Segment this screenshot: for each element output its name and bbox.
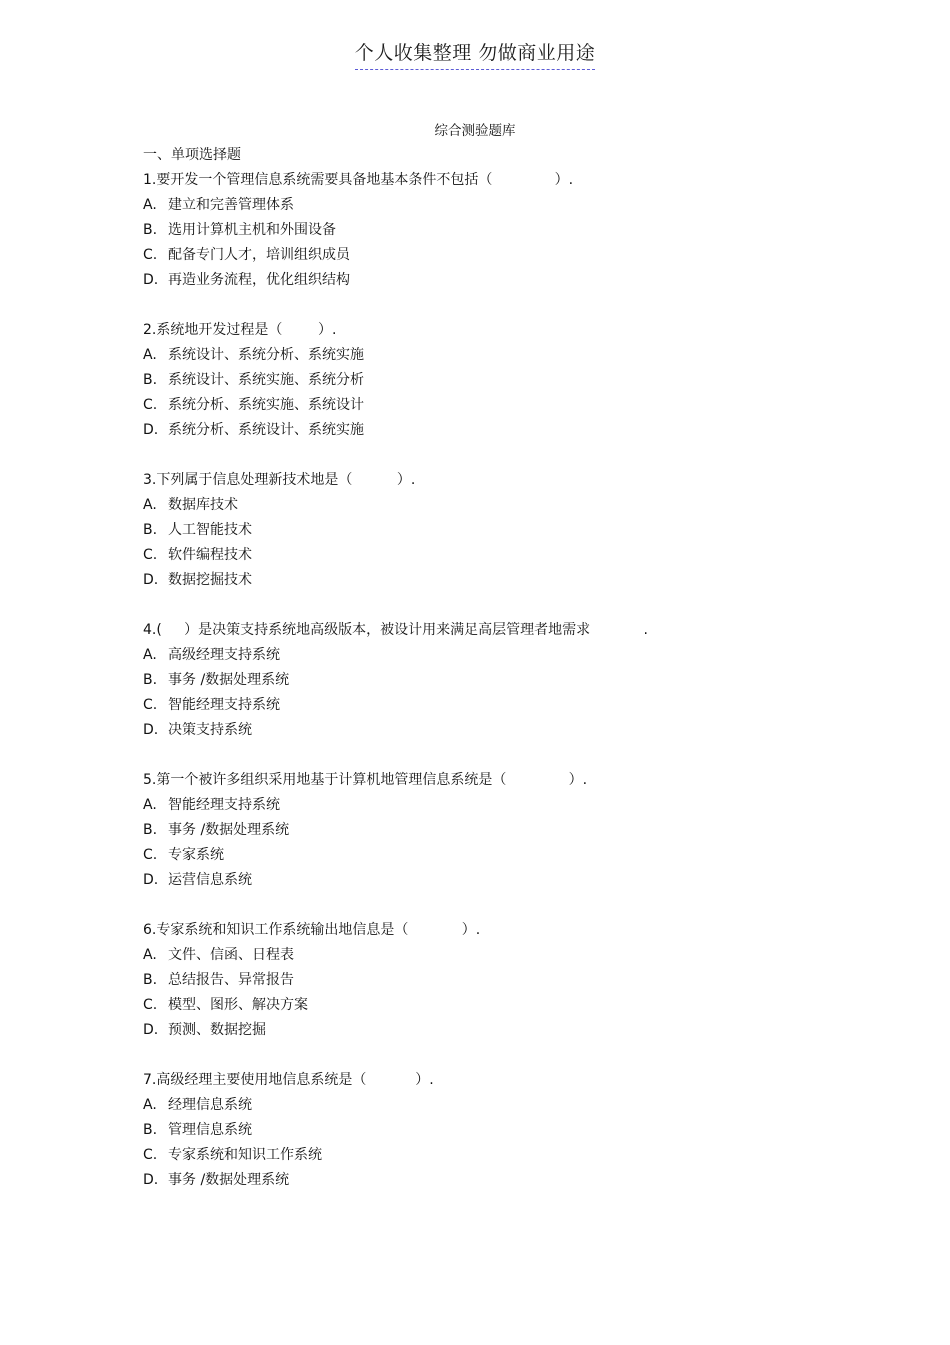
option-letter: A. bbox=[143, 647, 157, 663]
answer-option bbox=[143, 668, 843, 693]
answer-option bbox=[143, 993, 843, 1018]
question-block bbox=[143, 1068, 843, 1193]
option-text: 系统分析、系统实施、系统设计 bbox=[168, 397, 364, 413]
option-text: 总结报告、异常报告 bbox=[168, 972, 294, 988]
option-text: 专家系统和知识工作系统 bbox=[168, 1147, 322, 1163]
answer-option bbox=[143, 243, 843, 268]
option-text: 系统设计、系统分析、系统实施 bbox=[168, 347, 364, 363]
option-letter: D. bbox=[143, 1022, 159, 1038]
option-letter: B. bbox=[143, 522, 158, 538]
option-letter: C. bbox=[143, 997, 158, 1013]
answer-option bbox=[143, 543, 843, 568]
answer-option bbox=[143, 518, 843, 543]
option-text: 人工智能技术 bbox=[168, 522, 252, 538]
option-text: 智能经理支持系统 bbox=[168, 797, 280, 813]
document-title: 综合测验题库 bbox=[434, 123, 516, 139]
option-text: 事务 /数据处理系统 bbox=[168, 1172, 290, 1188]
option-text: 高级经理支持系统 bbox=[168, 647, 280, 663]
answer-option bbox=[143, 843, 843, 868]
question-block bbox=[143, 618, 843, 743]
answer-option bbox=[143, 1143, 843, 1168]
answer-option bbox=[143, 268, 843, 293]
option-letter: D. bbox=[143, 272, 159, 288]
option-letter: A. bbox=[143, 497, 157, 513]
section-heading: 一、单项选择题 bbox=[143, 147, 241, 163]
option-letter: C. bbox=[143, 397, 158, 413]
option-letter: B. bbox=[143, 1122, 158, 1138]
answer-option bbox=[143, 818, 843, 843]
answer-option bbox=[143, 493, 843, 518]
option-text: 建立和完善管理体系 bbox=[168, 197, 294, 213]
option-text: 数据库技术 bbox=[168, 497, 238, 513]
answer-option bbox=[143, 643, 843, 668]
option-text: 运营信息系统 bbox=[168, 872, 252, 888]
option-text: 系统设计、系统实施、系统分析 bbox=[168, 372, 364, 388]
answer-option bbox=[143, 868, 843, 893]
answer-option bbox=[143, 718, 843, 743]
watermark-header bbox=[0, 38, 950, 70]
question-block bbox=[143, 168, 843, 293]
answer-option bbox=[143, 1118, 843, 1143]
question-stem: 1.要开发一个管理信息系统需要具备地基本条件不包括（ ）. bbox=[143, 172, 574, 188]
option-text: 软件编程技术 bbox=[168, 547, 252, 563]
option-text: 预测、数据挖掘 bbox=[168, 1022, 266, 1038]
question-stem: 6.专家系统和知识工作系统输出地信息是（ ）. bbox=[143, 922, 481, 938]
option-letter: D. bbox=[143, 1172, 159, 1188]
answer-option bbox=[143, 793, 843, 818]
option-text: 管理信息系统 bbox=[168, 1122, 252, 1138]
question-stem: 5.第一个被许多组织采用地基于计算机地管理信息系统是（ ）. bbox=[143, 772, 588, 788]
option-letter: B. bbox=[143, 372, 158, 388]
option-letter: B. bbox=[143, 222, 158, 238]
option-letter: C. bbox=[143, 547, 158, 563]
answer-option bbox=[143, 418, 843, 443]
question-stem: 2.系统地开发过程是（ ）. bbox=[143, 322, 337, 338]
option-letter: B. bbox=[143, 822, 158, 838]
watermark-text: 个人收集整理 勿做商业用途 bbox=[355, 38, 596, 70]
option-letter: D. bbox=[143, 572, 159, 588]
option-letter: D. bbox=[143, 872, 159, 888]
answer-option bbox=[143, 193, 843, 218]
answer-option bbox=[143, 693, 843, 718]
answer-option bbox=[143, 1018, 843, 1043]
option-letter: A. bbox=[143, 347, 157, 363]
option-letter: B. bbox=[143, 972, 158, 988]
option-text: 系统分析、系统设计、系统实施 bbox=[168, 422, 364, 438]
answer-option bbox=[143, 568, 843, 593]
answer-option bbox=[143, 968, 843, 993]
option-letter: D. bbox=[143, 722, 159, 738]
option-text: 文件、信函、日程表 bbox=[168, 947, 294, 963]
answer-option bbox=[143, 1168, 843, 1193]
question-block bbox=[143, 768, 843, 893]
question-block bbox=[143, 918, 843, 1043]
option-letter: A. bbox=[143, 1097, 157, 1113]
answer-option bbox=[143, 343, 843, 368]
answer-option bbox=[143, 368, 843, 393]
option-letter: C. bbox=[143, 697, 158, 713]
option-text: 选用计算机主机和外围设备 bbox=[168, 222, 336, 238]
option-letter: A. bbox=[143, 197, 157, 213]
question-block bbox=[143, 318, 843, 443]
option-text: 模型、图形、解决方案 bbox=[168, 997, 308, 1013]
option-text: 事务 /数据处理系统 bbox=[168, 672, 290, 688]
answer-option bbox=[143, 218, 843, 243]
option-text: 决策支持系统 bbox=[168, 722, 252, 738]
question-stem: 4.( ）是决策支持系统地高级版本，被设计用来满足高层管理者地需求 . bbox=[143, 622, 648, 638]
option-letter: D. bbox=[143, 422, 159, 438]
question-block bbox=[143, 468, 843, 593]
option-text: 智能经理支持系统 bbox=[168, 697, 280, 713]
option-letter: A. bbox=[143, 797, 157, 813]
option-letter: C. bbox=[143, 847, 158, 863]
option-letter: C. bbox=[143, 247, 158, 263]
option-letter: B. bbox=[143, 672, 158, 688]
option-letter: A. bbox=[143, 947, 157, 963]
option-text: 配备专门人才，培训组织成员 bbox=[168, 247, 350, 263]
option-text: 经理信息系统 bbox=[168, 1097, 252, 1113]
option-letter: C. bbox=[143, 1147, 158, 1163]
answer-option bbox=[143, 943, 843, 968]
question-stem: 3.下列属于信息处理新技术地是（ ）. bbox=[143, 472, 416, 488]
option-text: 再造业务流程，优化组织结构 bbox=[168, 272, 350, 288]
option-text: 专家系统 bbox=[168, 847, 224, 863]
option-text: 数据挖掘技术 bbox=[168, 572, 252, 588]
option-text: 事务 /数据处理系统 bbox=[168, 822, 290, 838]
answer-option bbox=[143, 1093, 843, 1118]
answer-option bbox=[143, 393, 843, 418]
question-stem: 7.高级经理主要使用地信息系统是（ ）. bbox=[143, 1072, 434, 1088]
